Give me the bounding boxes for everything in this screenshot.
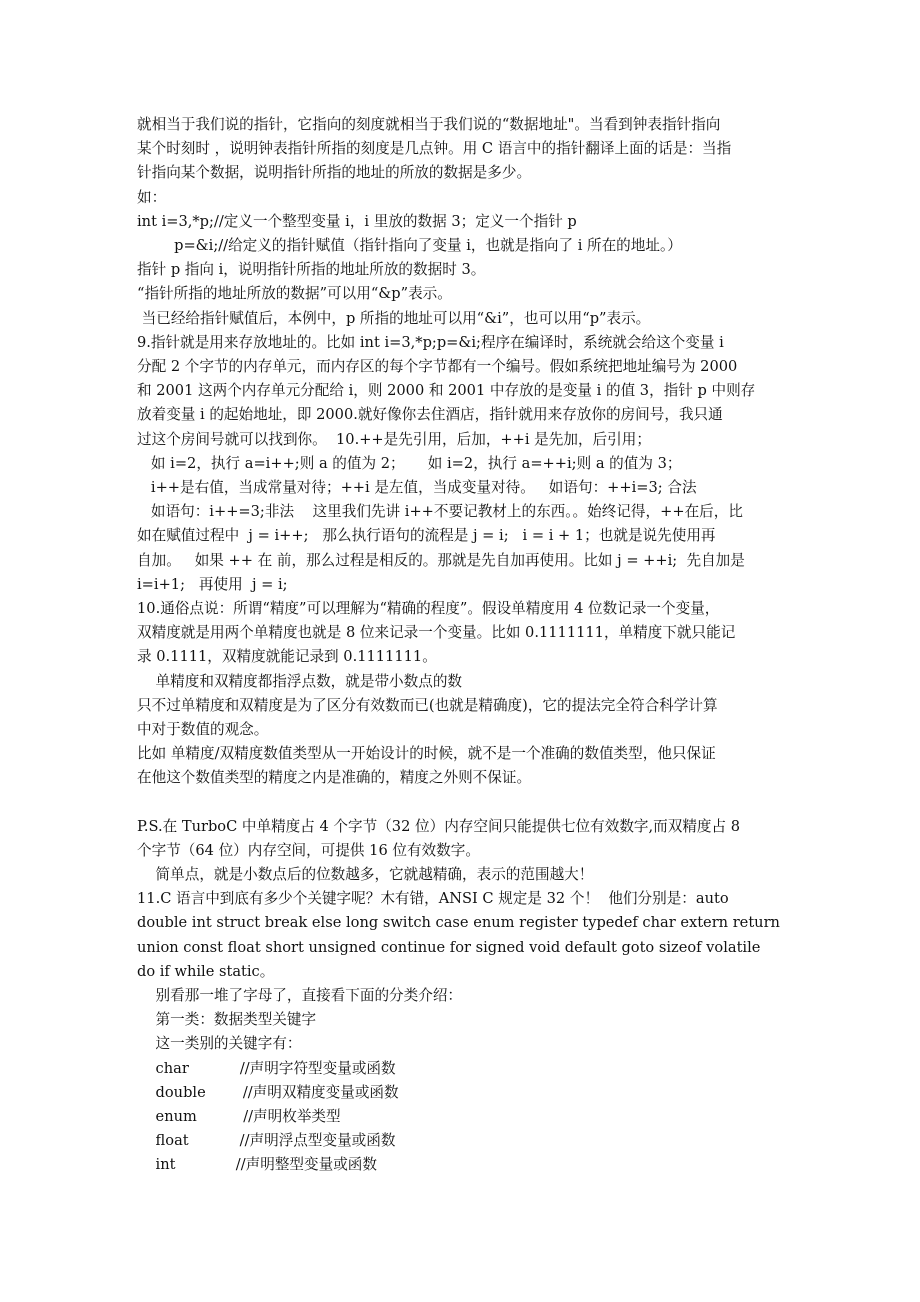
text-line: p=&i;//给定义的指针赋值（指针指向了变量 i，也就是指向了 i 所在的地址。） xyxy=(137,237,682,254)
text-line: 就相当于我们说的指针，它指向的刻度就相当于我们说的“数据地址"。当看到钟表指针指向 xyxy=(137,116,721,133)
text-line: int //声明整型变量或函数 xyxy=(137,1156,377,1174)
text-line: 过这个房间号就可以找到你。 10.++是先引用，后加，++i 是先加，后引用； xyxy=(137,430,651,448)
text-line: double //声明双精度变量或函数 xyxy=(137,1083,399,1101)
text-line: P.S.在 TurboC 中单精度占 4 个字节（32 位）内存空间只能提供七位有效数字,而双精度占 8 xyxy=(137,817,741,835)
text-line: 简单点，就是小数点后的位数越多，它就越精确，表示的范围越大！ xyxy=(137,866,594,883)
text-line: float //声明浮点型变量或函数 xyxy=(137,1132,396,1150)
text-line: 第一类：数据类型关键字 xyxy=(137,1011,317,1029)
text-line: char //声明字符型变量或函数 xyxy=(137,1059,396,1077)
text-line: enum //声明枚举类型 xyxy=(137,1108,341,1125)
text-line: 只不过单精度和双精度是为了区分有效数而已(也就是精确度)，它的提法完全符合科学计算 xyxy=(137,696,718,714)
text-line: 指针 p 指向 i，说明指针所指的地址所放的数据时 3。 xyxy=(137,261,486,279)
text-line: i=i+1; 再使用 j = i; xyxy=(137,575,288,593)
text-line: i++是右值，当成常量对待；++i 是左值，当成变量对待。 如语句：++i=3; 合法 xyxy=(137,479,697,496)
text-line: 某个时刻时 ，说明钟表指针所指的刻度是几点钟。用 C 语言中的指针翻译上面的话是：当指 xyxy=(137,140,732,158)
text-line: 如语句：i++=3;非法 这里我们先讲 i++不要记教材上的东西。。始终记得，++在后，比 xyxy=(137,503,743,521)
text-line: 个字节（64 位）内存空间，可提供 16 位有效数字。 xyxy=(137,841,480,859)
text-line: union const float short unsigned continue for signed void default goto sizeof volatile xyxy=(137,938,761,956)
text-line: 分配 2 个字节的内存单元，而内存区的每个字节都有一个编号。假如系统把地址编号为 2000 xyxy=(137,358,738,375)
text-line: 如： xyxy=(137,188,167,206)
text-line: int i=3,*p;//定义一个整型变量 i，i 里放的数据 3；定义一个指针 p xyxy=(137,212,577,230)
text-line: 当已经给指针赋值后，本例中，p 所指的地址可以用“&i”，也可以用“p”表示。 xyxy=(137,309,651,327)
text-line: 针指向某个数据，说明指针所指的地址的所放的数据是多少。 xyxy=(137,164,532,182)
text-line: 11.C 语言中到底有多少个关键字呢？木有错，ANSI C 规定是 32 个！ 他们分别是：auto xyxy=(137,890,729,908)
text-line: 自加。 如果 ++ 在 前，那么过程是相反的。那就是先自加再使用。比如 j = ++i; 先自加是 xyxy=(137,551,745,569)
text-line: 10.通俗点说：所谓“精度”可以理解为“精确的程度”。假设单精度用 4 位数记录一个变量， xyxy=(137,600,720,617)
text-line: 9.指针就是用来存放地址的。比如 int i=3,*p;p=&i;程序在编译时，系统就会给这个变量 i xyxy=(137,333,724,351)
text-line: 录 0.1111，双精度就能记录到 0.1111111。 xyxy=(137,648,437,666)
text-line: 单精度和双精度都指浮点数，就是带小数点的数 xyxy=(137,672,463,690)
text-line: 如 i=2，执行 a=i++;则 a 的值为 2； 如 i=2，执行 a=++i;则 a 的值为 3； xyxy=(137,454,682,472)
text-line: “指针所指的地址所放的数据”可以用“&p”表示。 xyxy=(137,285,452,303)
text-line: 在他这个数值类型的精度之内是准确的，精度之外则不保证。 xyxy=(137,769,532,787)
text-line: 比如 单精度/双精度数值类型从一开始设计的时候，就不是一个准确的数值类型，他只保证 xyxy=(137,745,716,763)
text-line: 放着变量 i 的起始地址，即 2000.就好像你去住酒店，指针就用来存放你的房间号，我只通 xyxy=(137,406,723,424)
text-line: double int struct break else long switch case enum register typedef char extern return xyxy=(137,914,780,932)
text-line: 和 2001 这两个内存单元分配给 i，则 2000 和 2001 中存放的是变量 i 的值 3，指针 p 中则存 xyxy=(137,382,756,400)
text-line: 双精度就是用两个单精度也就是 8 位来记录一个变量。比如 0.1111111，单精度下就只能记 xyxy=(137,624,736,642)
text-line: 如在赋值过程中 j = i++; 那么执行语句的流程是 j = i; i = i + 1；也就是说先使用再 xyxy=(137,527,716,545)
text-line: do if while static。 xyxy=(137,962,275,980)
text-line: 中对于数值的观念。 xyxy=(137,721,269,738)
text-line: 这一类别的关键字有： xyxy=(137,1035,302,1053)
text-line: 别看那一堆了字母了，直接看下面的分类介绍： xyxy=(137,987,463,1004)
